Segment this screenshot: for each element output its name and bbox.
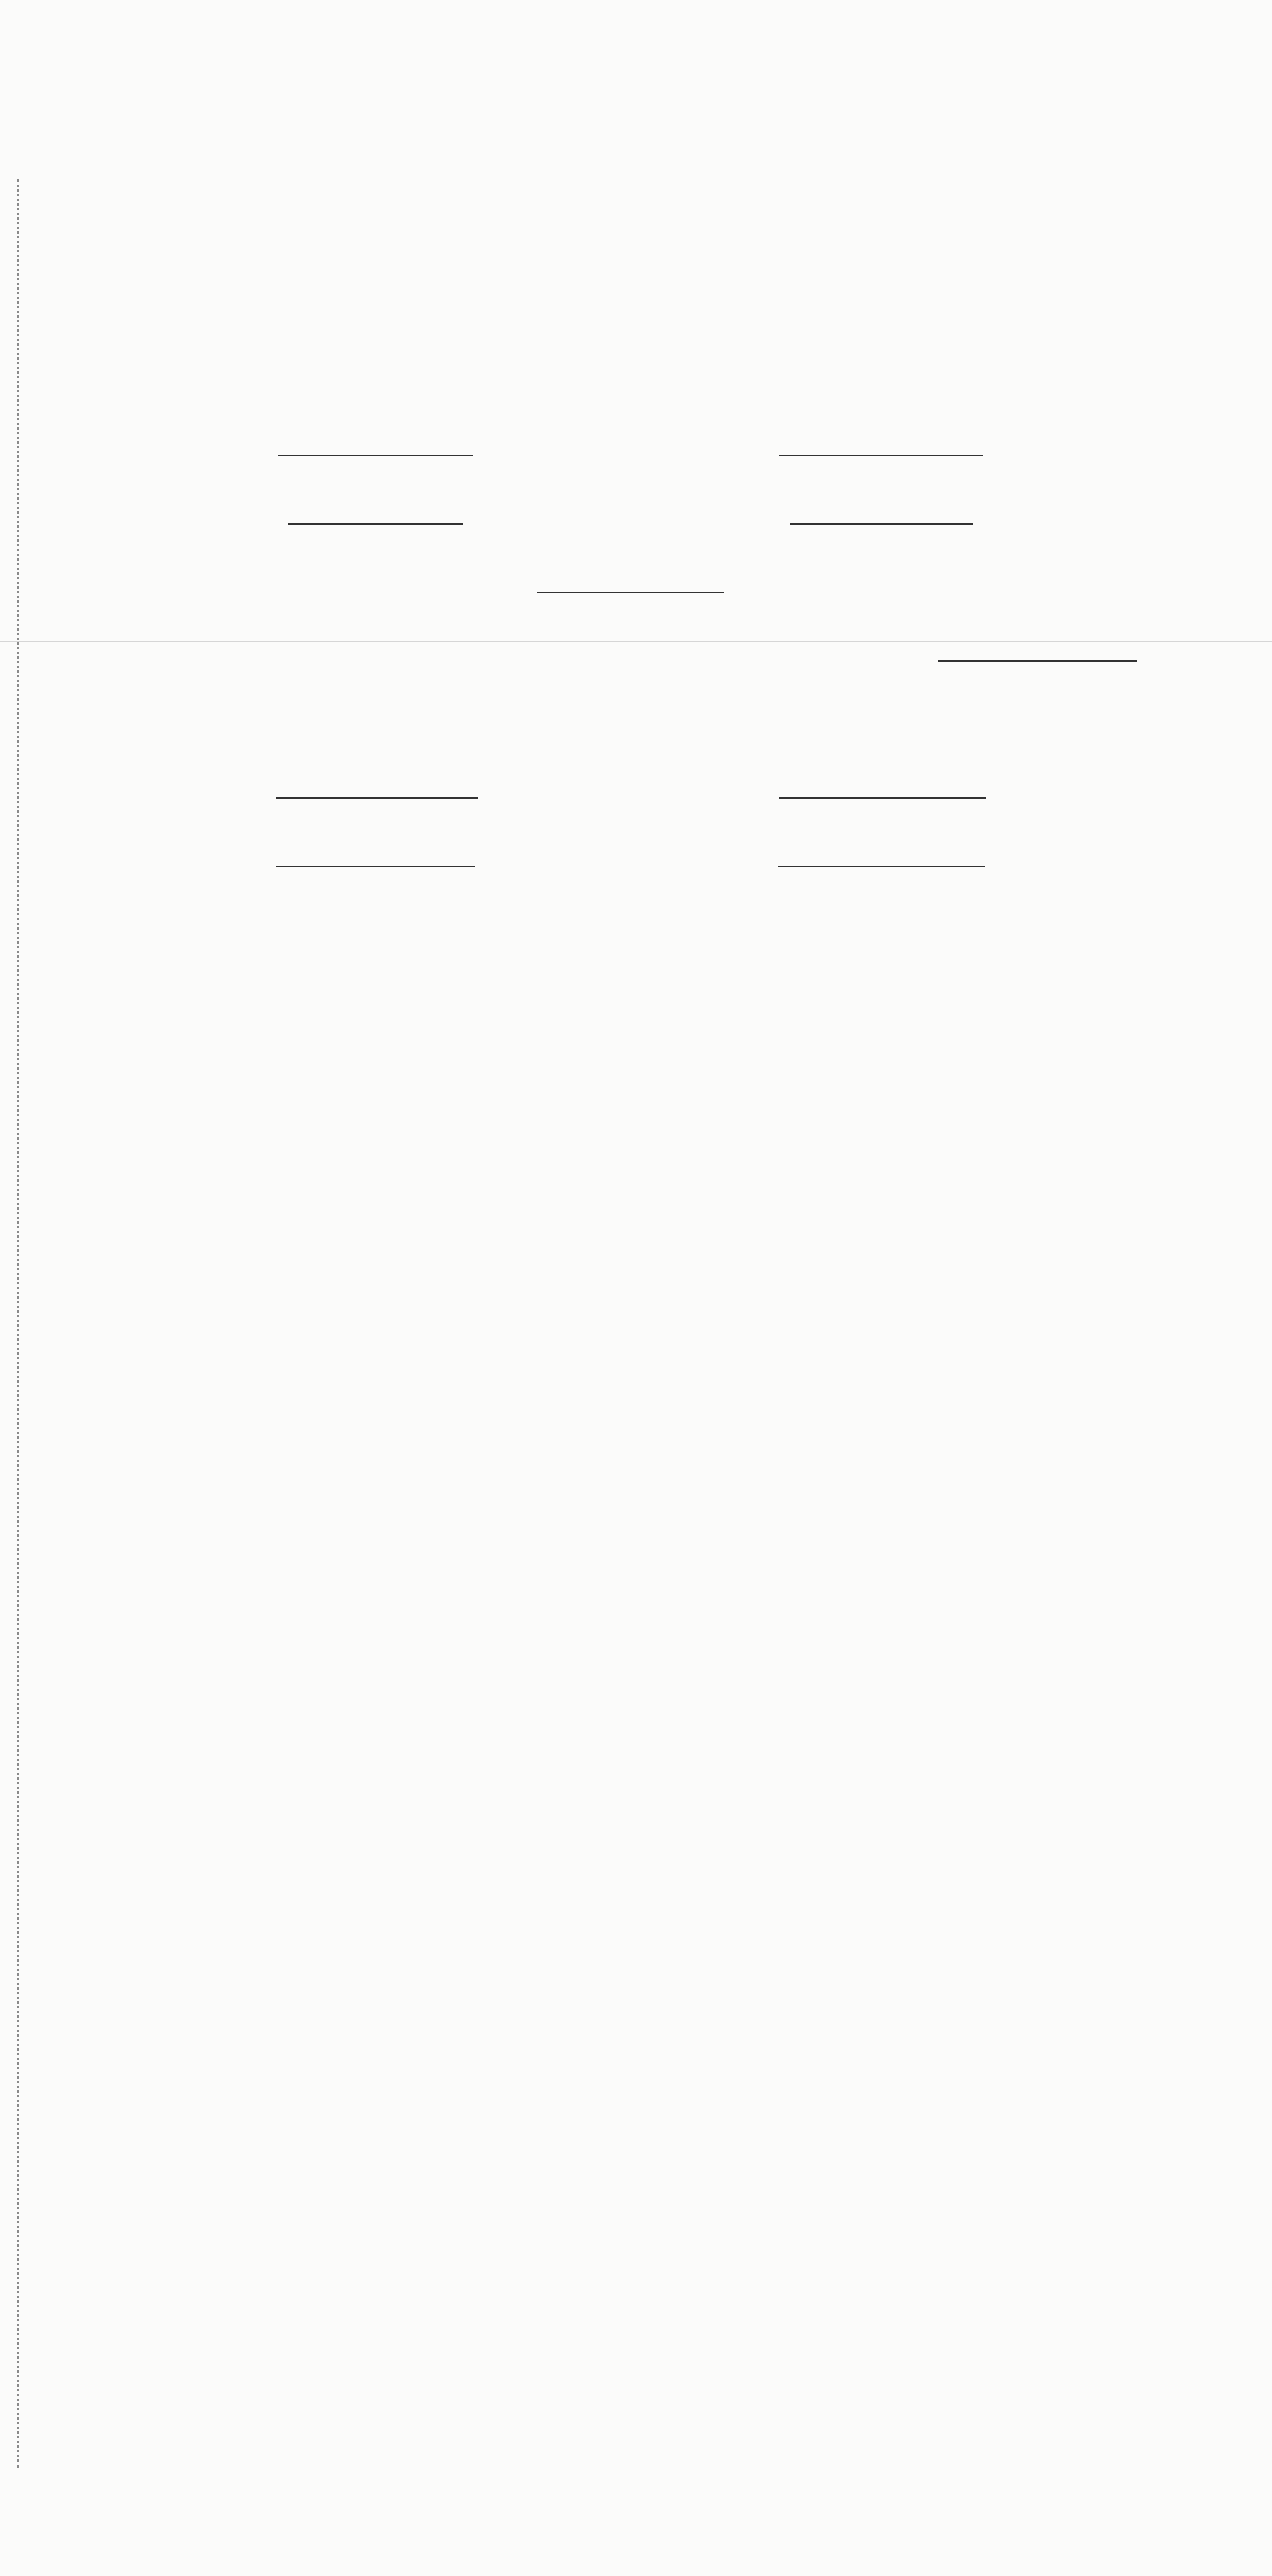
answer-blank-3	[288, 523, 463, 525]
scan-fold-line	[0, 641, 1272, 642]
letter-line-8	[125, 866, 1137, 867]
letter-line-2	[125, 455, 1137, 456]
answer-blank-7	[276, 797, 478, 799]
letter-line-7	[125, 797, 1137, 799]
binding-dotted-line	[17, 179, 19, 2468]
answer-blank-8	[779, 797, 986, 799]
letter-line-3	[125, 523, 1137, 525]
answer-blank-5	[537, 592, 724, 593]
answer-blank-6	[938, 660, 1137, 662]
answer-blank-10	[778, 866, 985, 867]
answer-blank-1	[278, 455, 473, 456]
letter-line-4	[125, 592, 1137, 593]
letter-line-5	[125, 660, 1137, 662]
answer-blank-9	[276, 866, 475, 867]
answer-blank-4	[790, 523, 973, 525]
answer-blank-2	[779, 455, 983, 456]
